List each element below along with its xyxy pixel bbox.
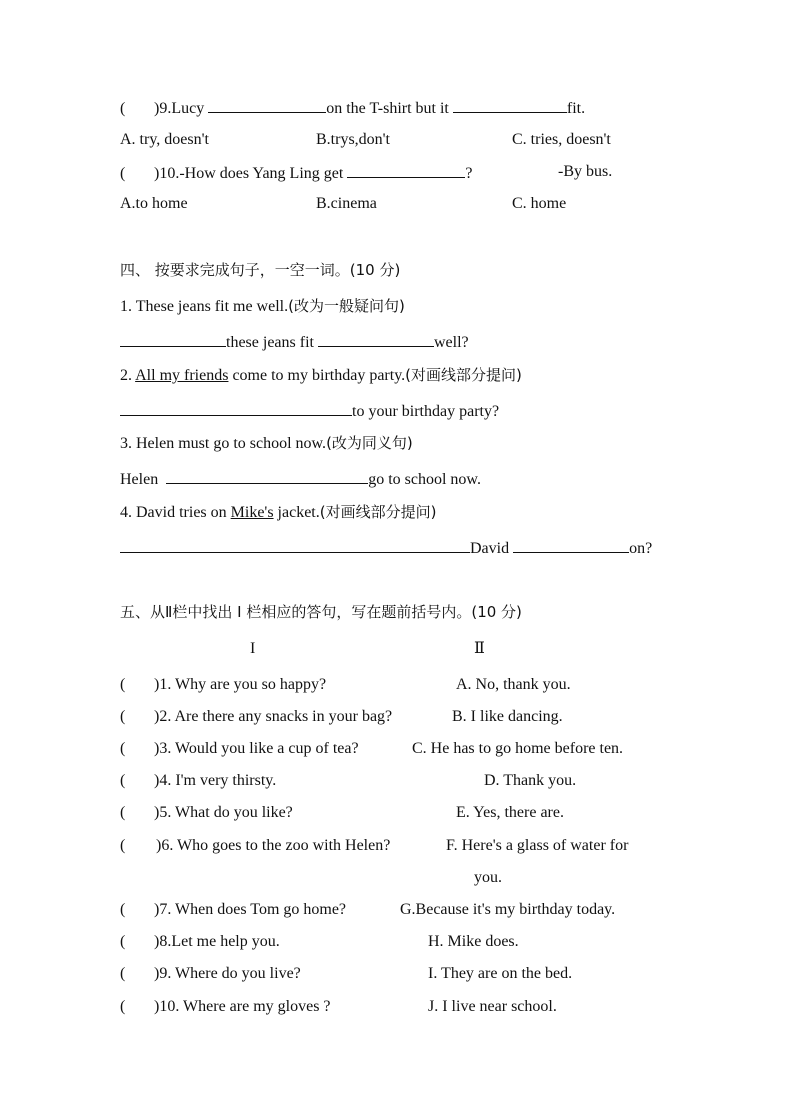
match-row: ( )4. I'm very thirsty. — [120, 772, 277, 789]
match-answer: A. No, thank you. — [456, 676, 571, 693]
match-row: ( )3. Would you like a cup of tea? — [120, 740, 359, 757]
match-answer: H. Mike does. — [428, 933, 519, 950]
match-row: ( )5. What do you like? — [120, 804, 293, 821]
section-5-heading: 五、从Ⅱ栏中找出 I 栏相应的答句，写在题前括号内。(10 分) — [120, 603, 522, 621]
answer-blank[interactable] — [120, 400, 352, 416]
q10-option-a: A.to home — [120, 195, 188, 212]
match-answer-continued: you. — [474, 869, 502, 886]
s4-item-2: 2. All my friends come to my birthday party.(对画线部分提问) — [120, 366, 522, 384]
underlined-phrase: All my friends — [135, 367, 229, 384]
match-row: ( )7. When does Tom go home? — [120, 901, 347, 918]
match-row: ( )2. Are there any snacks in your bag? — [120, 708, 393, 725]
answer-blank[interactable] — [347, 162, 465, 178]
match-row: ( )1. Why are you so happy? — [120, 676, 327, 693]
match-answer: I. They are on the bed. — [428, 965, 573, 982]
s4-answer-4: David on? — [120, 537, 652, 559]
q10-answer: -By bus. — [558, 163, 613, 180]
s4-answer-1: these jeans fit well? — [120, 331, 469, 353]
match-answer: G.Because it's my birthday today. — [400, 901, 616, 918]
underlined-phrase: Mike's — [230, 504, 274, 521]
q9-option-c: C. tries, doesn't — [512, 131, 611, 148]
q10-option-b: B.cinema — [316, 195, 377, 212]
match-answer: C. He has to go home before ten. — [412, 740, 624, 757]
match-answer: D. Thank you. — [484, 772, 577, 789]
match-answer: J. I live near school. — [428, 998, 557, 1015]
match-answer: B. I like dancing. — [452, 708, 563, 725]
q10-option-c: C. home — [512, 195, 567, 212]
match-answer: E. Yes, there are. — [456, 804, 564, 821]
match-row: ( )8.Let me help you. — [120, 933, 280, 950]
answer-blank[interactable] — [166, 468, 368, 484]
s4-item-1: 1. These jeans fit me well.(改为一般疑问句) — [120, 297, 405, 315]
answer-blank[interactable] — [453, 97, 567, 113]
answer-blank[interactable] — [120, 537, 470, 553]
answer-blank[interactable] — [318, 331, 434, 347]
q9-option-b: B.trys,don't — [316, 131, 390, 148]
q9-option-a: A. try, doesn't — [120, 131, 209, 148]
answer-blank[interactable] — [513, 537, 629, 553]
match-row: ( )9. Where do you live? — [120, 965, 301, 982]
question-10: ( )10.-How does Yang Ling get ? — [120, 162, 472, 184]
s4-answer-2: to your birthday party? — [120, 400, 499, 422]
s4-item-4: 4. David tries on Mike's jacket.(对画线部分提问) — [120, 503, 437, 521]
match-row: ( )10. Where are my gloves ? — [120, 998, 331, 1015]
section-4-heading: 四、 按要求完成句子，一空一词。(10 分) — [120, 261, 401, 279]
column-1-label: I — [250, 640, 256, 657]
answer-blank[interactable] — [208, 97, 326, 113]
s4-item-3: 3. Helen must go to school now.(改为同义句) — [120, 434, 413, 452]
column-2-label: Ⅱ — [474, 640, 485, 657]
match-row: ( )6. Who goes to the zoo with Helen? — [120, 837, 391, 854]
question-9: ( )9.Lucy on the T-shirt but it fit. — [120, 97, 585, 119]
match-answer: F. Here's a glass of water for — [446, 837, 629, 854]
answer-blank[interactable] — [120, 331, 226, 347]
s4-answer-3: Helen go to school now. — [120, 468, 481, 490]
